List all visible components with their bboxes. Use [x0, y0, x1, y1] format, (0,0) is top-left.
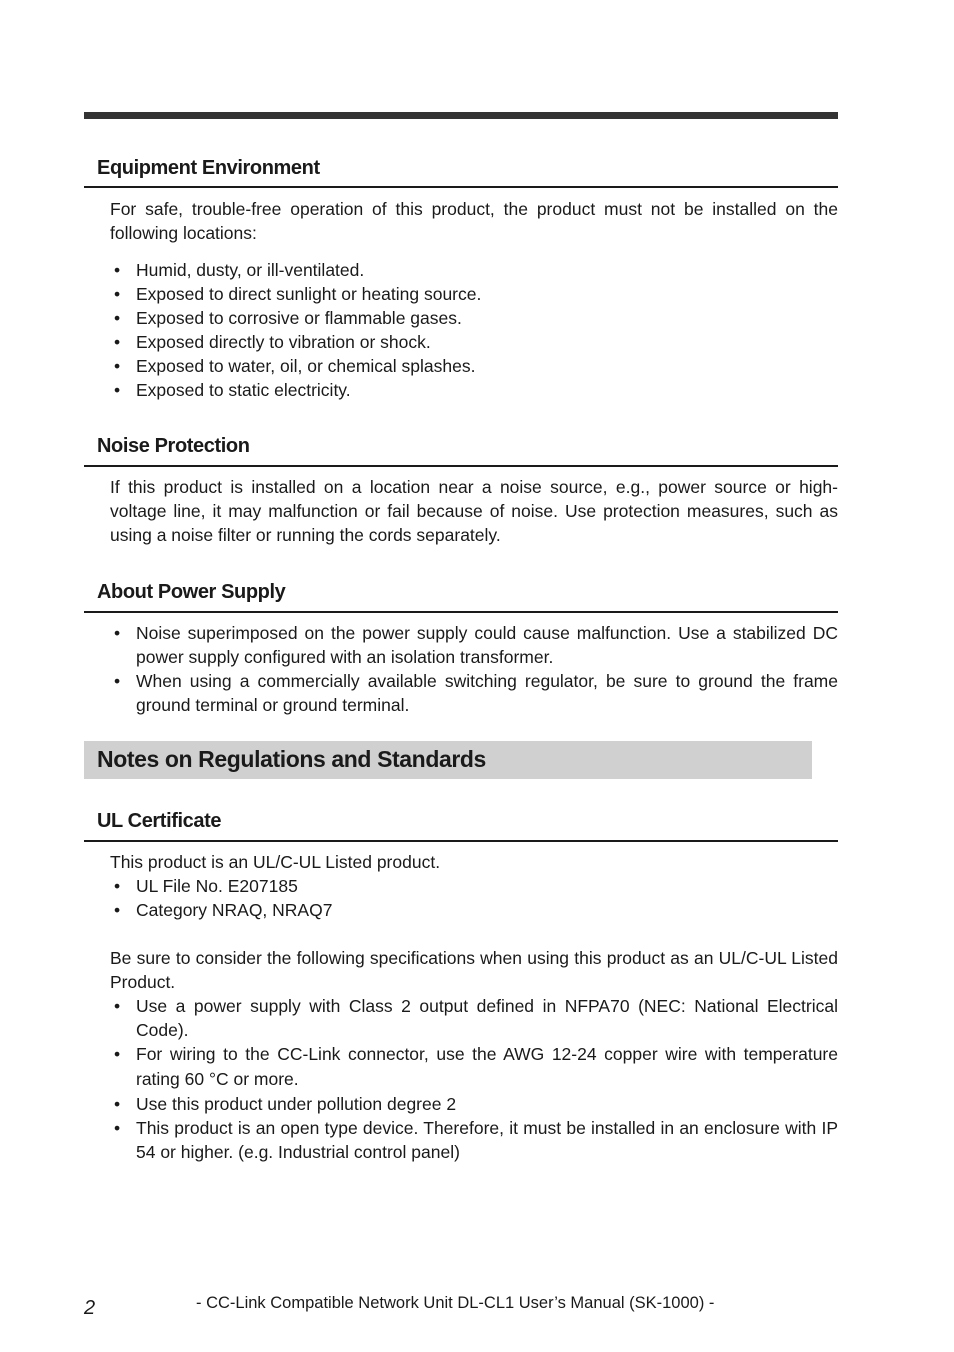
section-rule [84, 840, 838, 842]
list-item: • When using a commercially available switching regulator, be sure to ground the frame ground terminal or ground terminal. [114, 671, 838, 715]
section-title-noise-protection: Noise Protection [97, 435, 250, 457]
list-item: • Exposed to direct sunlight or heating source. [114, 284, 482, 304]
header-rule [84, 112, 838, 119]
list-item: • Noise superimposed on the power supply could cause malfunction. Use a stabilized DC power supply configured with an isolation transformer. [114, 623, 838, 667]
page-number: 2 [84, 1297, 96, 1319]
list-item: • This product is an open type device. Therefore, it must be installed in an enclosure with IP 54 or higher. (e.g. Industrial control panel) [114, 1118, 838, 1162]
bullet-icon: • [114, 996, 121, 1016]
bullet-icon: • [114, 308, 121, 328]
power-supply-list [110, 621, 838, 717]
bullet-icon: • [114, 260, 121, 280]
bullet-icon: • [114, 284, 121, 304]
bullet-icon: • [114, 356, 121, 376]
equipment-environment-list [110, 258, 838, 402]
bullet-icon: • [114, 623, 121, 643]
section-rule [84, 465, 838, 467]
ul-intro: This product is an UL/C-UL Listed product. [110, 852, 441, 872]
list-item: • Category NRAQ, NRAQ7 [114, 900, 333, 920]
list-item: • UL File No. E207185 [114, 876, 298, 896]
bullet-icon: • [114, 332, 121, 352]
section-rule [84, 186, 838, 188]
chapter-heading-band [84, 741, 812, 779]
section-title-about-power-supply: About Power Supply [97, 581, 286, 603]
list-item: • Humid, dusty, or ill-ventilated. [114, 260, 365, 280]
bullet-icon: • [114, 380, 121, 400]
list-item: • Exposed to water, oil, or chemical splashes. [114, 356, 476, 376]
list-item: • Exposed to static electricity. [114, 380, 351, 400]
list-item: • Exposed directly to vibration or shock. [114, 332, 431, 352]
chapter-title-regulations: Notes on Regulations and Standards [97, 746, 486, 772]
bullet-icon: • [114, 1094, 121, 1114]
bullet-icon: • [114, 1044, 121, 1064]
list-item: • For wiring to the CC-Link connector, use the AWG 12-24 copper wire with temperature rating 60 °C or more. [114, 1044, 838, 1089]
bullet-icon: • [114, 1118, 121, 1138]
section-title-ul-certificate: UL Certificate [97, 810, 222, 832]
noise-protection-body: If this product is installed on a location near a noise source, e.g., power source or high-voltage line, it may malfunction or fail because of noise. Use protection measures, such as using a noise filter or running the cords separately. [110, 477, 838, 545]
ul-spec-list [110, 994, 838, 1164]
bullet-icon: • [114, 671, 121, 691]
list-item: • Use this product under pollution degree 2 [114, 1094, 457, 1114]
ul-spec-intro: Be sure to consider the following specifications when using this product as an UL/C-UL Listed Product. [110, 948, 838, 992]
list-item: • Use a power supply with Class 2 output defined in NFPA70 (NEC: National Electrical Code). [114, 996, 838, 1040]
bullet-icon: • [114, 900, 121, 920]
ul-file-list [110, 874, 838, 922]
footer-manual-title: - CC-Link Compatible Network Unit DL-CL1 User’s Manual (SK-1000) - [196, 1294, 715, 1312]
bullet-icon: • [114, 876, 121, 896]
equipment-environment-intro: For safe, trouble-free operation of this product, the product must not be installed on the following locations: [110, 199, 838, 243]
section-rule [84, 611, 838, 613]
section-title-equipment-environment: Equipment Environment [97, 157, 320, 179]
list-item: • Exposed to corrosive or flammable gases. [114, 308, 462, 328]
